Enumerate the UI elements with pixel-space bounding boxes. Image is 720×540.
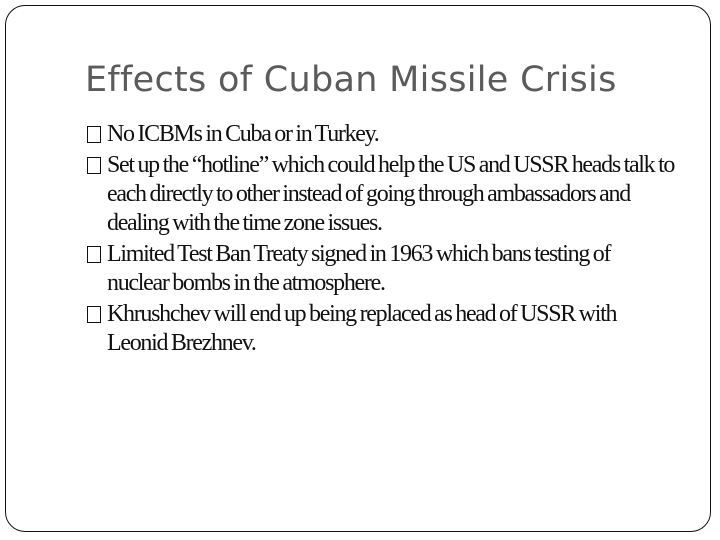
bullet-item (85, 300, 675, 358)
slide-title: Effects of Cuban Missile Crisis (85, 60, 617, 100)
missing-glyph-box-icon (87, 246, 101, 263)
bullet-item (85, 151, 675, 238)
slide (5, 5, 711, 532)
bullet-item (85, 240, 675, 298)
bullet-item (85, 120, 675, 149)
bullet-text: Limited Test Ban Treaty signed in 1963 which bans testing of nuclear bombs in the atmosphere. (107, 241, 611, 296)
bullet-text: Set up the “hotline” which could help the US and USSR heads talk to each directly to other instead of going through ambassadors and dealing with the time zone issues. (107, 152, 675, 236)
bullet-text: Khrushchev will end up being replaced as head of USSR with Leonid Brezhnev. (107, 301, 617, 356)
missing-glyph-box-icon (87, 126, 101, 143)
missing-glyph-box-icon (87, 306, 101, 323)
missing-glyph-box-icon (87, 157, 101, 174)
bullet-list (85, 120, 675, 360)
bullet-text: No ICBMs in Cuba or in Turkey. (107, 121, 379, 147)
